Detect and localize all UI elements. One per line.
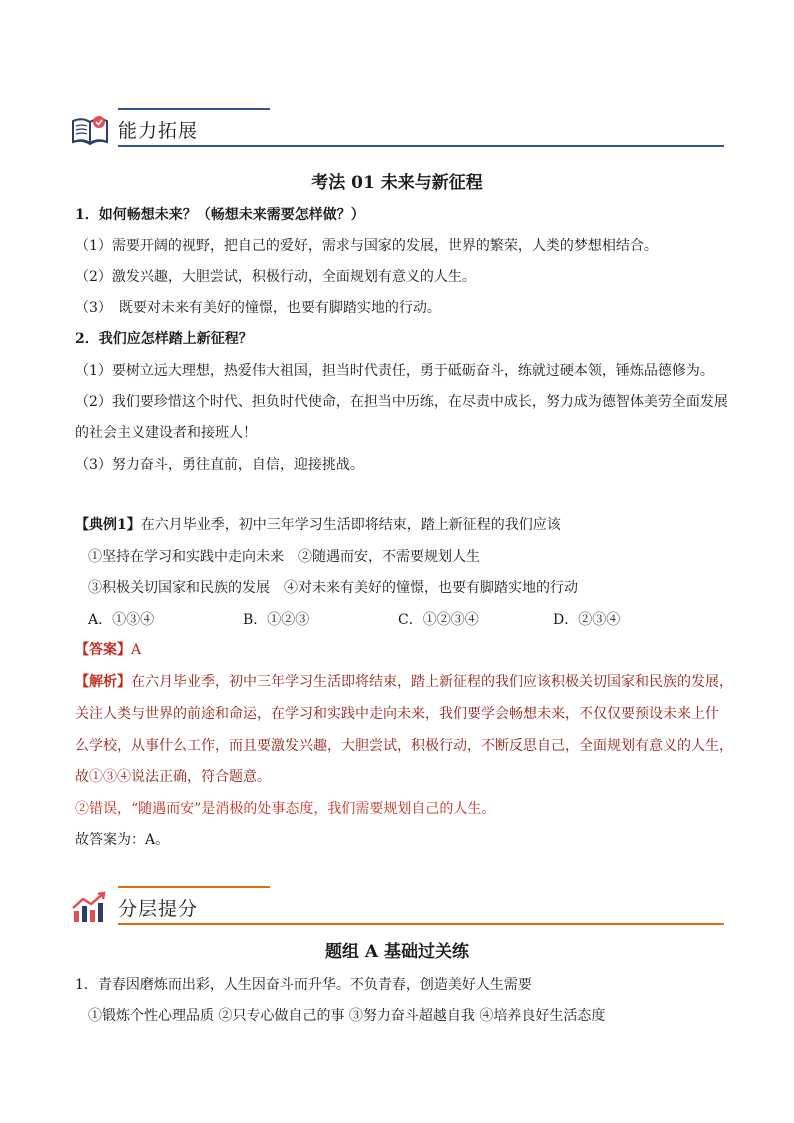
question-stem: 1．青春因磨炼而出彩，人生因奋斗而升华。不负青春，创造美好人生需要 [75, 977, 532, 993]
list-item: （1）要树立远大理想，热爱伟大祖国，担当时代责任，勇于砥砺奋斗，练就过硬本领，锤炼品德修为。 [75, 363, 714, 379]
header-accent-line [118, 108, 270, 110]
analysis-line [75, 672, 733, 692]
section-title: 能力拓展 [118, 120, 199, 142]
question-heading: 1．如何畅想未来？（畅想未来需要怎样做？） [75, 207, 365, 223]
conclusion: 故答案为：A。 [75, 832, 170, 848]
answer-tag: 【答案】 [75, 642, 131, 658]
list-item: （2）激发兴趣，大胆尝试，积极行动，全面规划有意义的人生。 [75, 269, 476, 285]
example-options [88, 609, 728, 629]
option-d: D．②③④ [553, 612, 621, 628]
header-accent-line [118, 886, 270, 888]
answer-value: A [131, 642, 142, 658]
list-item: （2）我们要珍惜这个时代、担负时代使命，在担当中历练，在尽责中成长，努力成为德智体美劳全面发展 [75, 394, 728, 410]
option-b: B．①②③ [243, 612, 310, 628]
list-item: （1）需要开阔的视野，把自己的爱好，需求与国家的发展，世界的繁荣，人类的梦想相结合。 [75, 238, 658, 254]
example-statements: ①坚持在学习和实践中走向未来 ②随遇而安，不需要规划人生 [88, 549, 480, 565]
example-statements: ③积极关切国家和民族的发展 ④对未来有美好的憧憬，也要有脚踏实地的行动 [88, 580, 578, 596]
option-c: C．①②③④ [398, 612, 479, 628]
open-book-icon [70, 112, 110, 146]
header-rule [118, 145, 724, 147]
analysis-line: 么学校，从事什么工作，而且要激发兴趣，大胆尝试，积极行动，不断反思自己，全面规划有意义的人生， [75, 738, 733, 754]
list-item-continuation: 的社会主义建设者和接班人！ [75, 425, 257, 441]
analysis-line: 关注人类与世界的前途和命运，在学习和实践中走向未来，我们要学会畅想未来，不仅仅要预设未来上什 [75, 706, 719, 722]
error-note: ②错误，“随遇而安”是消极的处事态度，我们需要规划自己的人生。 [75, 801, 496, 817]
list-item: （3） 既要对未来有美好的憧憬，也要有脚踏实地的行动。 [75, 300, 441, 316]
section-header-tiered [70, 886, 724, 926]
example-stem-text: 在六月毕业季，初中三年学习生活即将结束，踏上新征程的我们应该 [140, 517, 561, 533]
example-stem [75, 515, 725, 535]
section-header-ability [70, 108, 724, 148]
bar-chart-growth-icon [70, 890, 110, 924]
analysis-line: 故①③④说法正确，符合题意。 [75, 769, 271, 785]
header-rule [118, 923, 724, 925]
analysis-text: 在六月毕业季，初中三年学习生活即将结束，踏上新征程的我们应该积极关切国家和民族的发展， [131, 674, 733, 690]
option-a: A．①③④ [88, 612, 155, 628]
method-title: 考法 01 未来与新征程 [311, 173, 483, 193]
question-heading: 2．我们应怎样踏上新征程？ [75, 331, 253, 347]
section-title: 分层提分 [118, 898, 199, 920]
example-tag: 【典例1】 [75, 517, 141, 533]
question-statements: ①锻炼个性心理品质 ②只专心做自己的事 ③努力奋斗超越自我 ④培养良好生活态度 [88, 1008, 606, 1024]
answer-line [75, 640, 725, 660]
list-item: （3）努力奋斗，勇往直前，自信，迎接挑战。 [75, 457, 364, 473]
group-title: 题组 A 基础过关练 [324, 942, 470, 962]
analysis-tag: 【解析】 [75, 674, 131, 690]
